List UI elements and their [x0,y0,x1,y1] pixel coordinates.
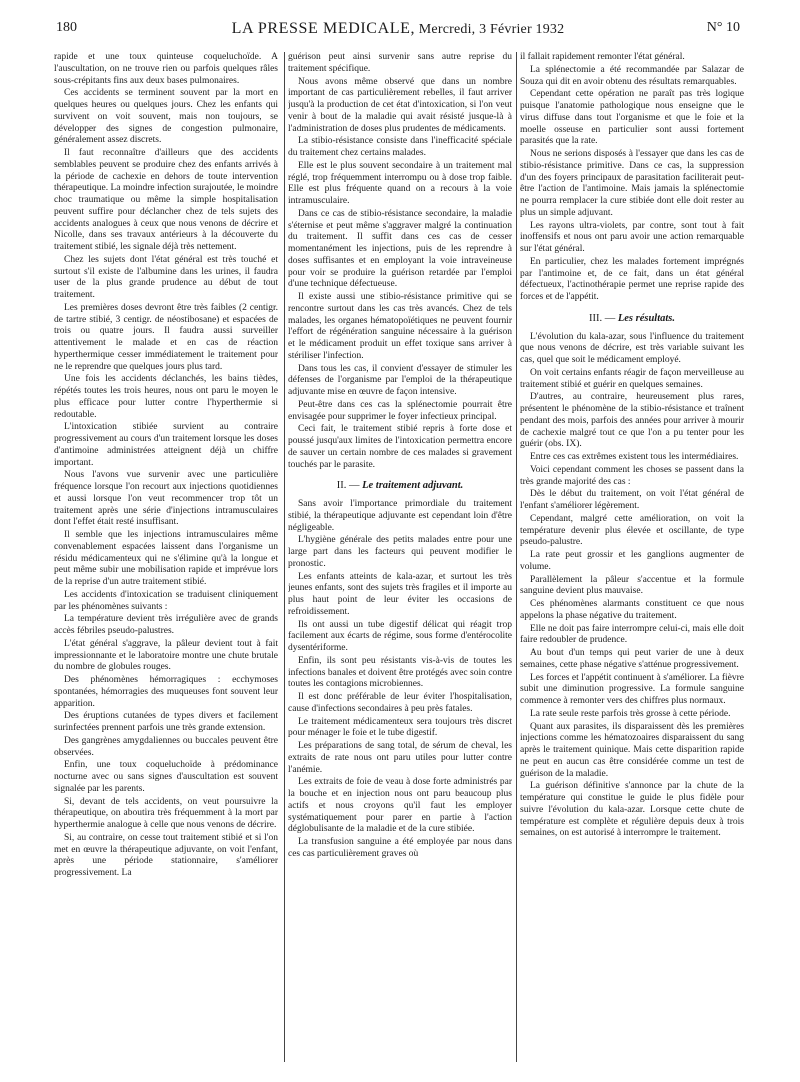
paragraph: Enfin, ils sont peu résistants vis-à-vis de toutes les infections banales et doivent être protégés avec soin contre toutes les contagions microbiennes. [288,655,512,690]
paragraph: La rate seule reste parfois très grosse à cette période. [530,708,731,719]
section-title: Le traitement adjuvant. [362,480,464,492]
paragraph: L'intoxication stibiée survient au contraire progressivement au cours d'un traitement lorsque les doses d'antimoine administrées atteignent déjà un chiffre important. [54,422,278,468]
paragraph: Voici cependant comment les choses se passent dans la très grande majorité des cas : [520,464,744,487]
paragraph: Elle ne doit pas faire interrompre celui-ci, mais elle doit faire redoubler de prudence. [520,623,744,646]
column-right-paragraphs-2 [520,332,744,841]
paragraph: D'autres, au contraire, heureusement plus rares, présentent le phénomène de la stibio-résistance et traînent pendant des mois, parfois des années pour arriver à mourir de cachexie malgré tout ce que l'on a pu tenter pour les guérir (obs. IX). [520,392,744,450]
paragraph: Peut-être dans ces cas la splénectomie pourrait être envisagée pour supprimer le foyer infectieux principal. [288,399,512,422]
section-heading-resultats [520,313,744,325]
paragraph: Si, devant de tels accidents, on veut poursuivre la thérapeutique, on aboutira très fréquemment à la mort par hyperthermie analogue à celle que nous venons de décrire. [54,796,278,830]
section-numeral: II. — [336,480,360,492]
paragraph: Elle est le plus souvent secondaire à un traitement mal réglé, trop fréquemment interrompu ou à dose trop faible. Elle est plus fréquente quand on a recours à la voie intramusculaire. [288,160,512,206]
paragraph: Ceci fait, le traitement stibié repris à forte dose et poussé jusqu'aux limites de l'intoxication permettra encore de sauver un certain nombre de ces malades si gravement touchés par le parasite. [288,424,512,470]
paragraph: Enfin, une toux coqueluchoïde à prédominance nocturne avec ou sans signes d'auscultation est souvent signalée par les parents. [54,760,278,794]
paragraph: L'évolution du kala-azar, sous l'influence du traitement que nous venons de décrire, est très variable suivant les cas, quel que soit le médicament employé. [520,331,744,365]
paragraph: Cependant, malgré cette amélioration, on voit la température devenir plus élevée et oscillante, de type pseudo-palustre. [520,513,744,548]
column-middle-paragraphs-2 [288,499,512,861]
paragraph: Des éruptions cutanées de types divers et facilement surinfectées prennent parfois une très grande extension. [54,711,278,733]
paragraph: Il semble que les injections intramusculaires même convenablement espacées laissent dans l'organisme un résidu médicamenteux qui ne s'élimine qu'à la longue et peut même subir une mobilisation rapide et imprévue lors de la reprise d'un autre traitement stibié. [54,530,278,587]
paragraph: L'hygiène générale des petits malades entre pour une large part dans les facteurs qui peuvent modifier le pronostic. [288,535,512,569]
column-left [54,52,278,1062]
paragraph: Dans tous les cas, il convient d'essayer de stimuler les défenses de l'organisme par l'emploi de la thérapeutique adjuvante mise en œuvre de façon intensive. [288,363,512,397]
running-title [56,20,740,38]
section-title: Les résultats. [617,312,676,324]
column-right-paragraphs [520,52,744,304]
paragraph: Des gangrènes amygdaliennes ou buccales peuvent être observées. [54,735,278,758]
paragraph: Il est donc préférable de leur éviter l'hospitalisation, cause d'infections secondaires à peu près fatales. [288,692,512,714]
paragraph: Dès le début du traitement, on voit l'état général de l'enfant s'améliorer légèrement. [520,489,744,511]
paragraph: Les premières doses devront être très faibles (2 centigr. de tartre stibié, 3 centigr. de néostibosane) et espacées de trois ou quatre jours. Il faudra aussi surveiller attentivement le malade et en cas de réaction hyperthermique cesser immédiatement le traitement pour ne le reprendre que quelques jours plus tard. [54,302,278,372]
paragraph: La rate peut grossir et les ganglions augmenter de volume. [520,550,744,572]
column-left-paragraphs [54,52,278,880]
paragraph: La température devient très irrégulière avec de grands accès fébriles pseudo-palustres. [54,614,278,636]
paragraph: Parallèlement la pâleur s'accentue et la formule sanguine devient plus mauvaise. [520,574,744,597]
paragraph: il fallait rapidement remonter l'état général. [520,52,685,62]
magazine-title: LA PRESSE MEDICALE, [231,20,416,37]
paragraph: La transfusion sanguine a été employée par nous dans ces cas particulièrement graves où [288,837,512,859]
issue-date: Mercredi, 3 Février 1932 [418,22,565,37]
paragraph: Nous avons même observé que dans un nombre important de cas particulièrement rebelles, il faut arriver jusqu'à la production de cet état d'intoxication, si l'on veut venir à bout de la maladie qui avait résisté jusque-là à l'administration de doses plus prudentes de médicaments. [288,76,512,134]
section-numeral: III. — [588,312,616,324]
section-heading-traitement-adjuvant [288,480,512,492]
paragraph: guérison peut ainsi survenir sans autre reprise du traitement spécifique. [288,52,512,74]
paragraph: Les préparations de sang total, de sérum de cheval, les extraits de rate nous ont paru utiles pour lutter contre l'anémie. [288,741,512,775]
paragraph: Ces accidents se terminent souvent par la mort en quelques heures ou quelques jours. Chez les enfants qui survivent on voit souvent, mais non toujours, se développer des signes de congestion pulmonaire, généralement assez discrets. [54,88,278,146]
paragraph: Nous l'avons vue survenir avec une particulière fréquence lorsque l'on recourt aux injections quotidiennes et aussi lorsque l'on veut recommencer trop tôt un traitement après une série d'injections intramusculaires dont l'effet était resté insuffisant. [54,470,278,528]
paragraph: Chez les sujets dont l'état général est très touché et surtout s'il existe de l'albumine dans les urines, il faudra user de la plus grande prudence au début de tout traitement. [54,254,278,300]
paragraph: Les enfants atteints de kala-azar, et surtout les très jeunes enfants, sont des sujets très fragiles et il importe au plus haut point de leur éviter les occasions de refroidissement. [288,571,512,617]
paragraph: Il faut reconnaître d'ailleurs que des accidents semblables peuvent se produire chez des enfants arrivés à la période de cachexie en dehors de toute intervention thérapeutique. La moindre infection surajoutée, le moindre choc traumatique ou même la simple hospitalisation peuvent suffire pour déclancher chez de tels sujets des accidents analogues à ceux que nous venons de décrire et Nicolle, dans ses travaux antérieurs à la découverte du traitement stibié, les signale déjà très nettement. [54,148,278,252]
paragraph: En particulier, chez les malades fortement imprégnés par l'antimoine et, de ce fait, dans un état général défectueux, l'actinothérapie permet une reprise rapide des forces et de l'appétit. [520,256,744,302]
paragraph: Ces phénomènes alarmants constituent ce que nous appelons la phase négative du traitement. [520,599,744,621]
paragraph: La splénectomie a été recommandée par Salazar de Souza qui dit en avoir obtenu des résultats remarquables. [520,64,744,87]
paragraph: Le traitement médicamenteux sera toujours très discret pour ménager le foie et le tube digestif. [288,716,512,739]
paragraph: Nous ne serions disposés à l'essayer que dans les cas de stibio-résistance primitive. Dans ce cas, la suppression d'un des foyers principaux de parasitation faciliterait peut-être l'action de l'antimoine. Mais jamais la splénectomie ne pourra remplacer la cure stibiée dont elle doit rester au plus un simple adjuvant. [520,149,744,218]
paragraph: L'état général s'aggrave, la pâleur devient tout à fait impressionnante et le laboratoire montre une chute brutale du nombre de globules rouges. [54,638,278,673]
paragraph: Il existe aussi une stibio-résistance primitive qui se rencontre surtout dans les cas très avancés. Chez de tels malades, les organes hématopoïétiques ne peuvent fournir l'effort de régénération sanguine nécessaire à la guérison et le médicament produit un effet toxique sans arriver à stériliser l'infection. [288,292,512,361]
column-middle-paragraphs [288,52,512,471]
issue-number: N° 10 [706,20,740,35]
paragraph: Ils ont aussi un tube digestif délicat qui réagit trop facilement aux écarts de régime, sous forme d'entérocolite dysentériforme. [288,619,512,653]
paragraph: La stibio-résistance consiste dans l'inefficacité spéciale du traitement chez certains malades. [288,136,512,158]
paragraph: Les rayons ultra-violets, par contre, sont tout à fait inoffensifs et nous ont paru avoir une action remarquable sur l'état général. [520,220,744,254]
paragraph: Entre ces cas extrêmes existent tous les intermédiaires. [530,452,739,462]
article-body [54,52,744,1062]
paragraph: Les accidents d'intoxication se traduisent cliniquement par les phénomènes suivants : [54,589,278,612]
paragraph: rapide et une toux quinteuse coqueluchoïde. A l'auscultation, on ne trouve rien ou parfois quelques râles sous-crépitants fins aux deux bases pulmonaires. [54,52,278,86]
paragraph: La guérison définitive s'annonce par la chute de la température qui constitue le guide le plus fidèle pour suivre l'évolution du kala-azar. Lorsque cette chute de température est complète et régulière depuis deux à trois semaines, on est autorisé à interrompre le traitement. [520,781,744,839]
paragraph: On voit certains enfants réagir de façon merveilleuse au traitement stibié et guérir en quelques semaines. [520,367,744,390]
paragraph: Une fois les accidents déclanchés, les bains tièdes, répétés toutes les trois heures, nous ont paru le moyen le plus efficace pour lutter contre l'hyperthermie si redoutable. [54,374,278,420]
column-middle [288,52,512,1062]
paragraph: Des phénomènes hémorragiques : ecchymoses spontanées, hémorragies des muqueuses font souvent leur apparition. [54,675,278,709]
column-right [520,52,744,1062]
paragraph: Les extraits de foie de veau à dose forte administrés par la bouche et en injection nous ont paru beaucoup plus actifs et nous croyons qu'il faut les employer systématiquement pour parer en partie à l'action déglobulisante de la maladie et de la cure stibiée. [288,777,512,835]
paragraph: Au bout d'un temps qui peut varier de une à deux semaines, cette phase négative s'atténue progressivement. [520,648,744,670]
paragraph: Quant aux parasites, ils disparaissent dès les premières injections comme les hématozoaires disparaissent du sang après le traitement quinique. Mais cette disparition rapide ne peut en aucun cas être considérée comme un test de guérison de la maladie. [520,721,744,779]
page-header [56,20,740,42]
page-number: 180 [56,20,77,35]
paragraph: Les forces et l'appétit continuent à s'améliorer. La fièvre subit une diminution progressive. La formule sanguine commence à remonter vers des chiffres plus normaux. [520,672,744,706]
paragraph: Si, au contraire, on cesse tout traitement stibié et si l'on met en œuvre la thérapeutique adjuvante, on voit l'enfant, après une période stationnaire, s'améliorer progressivement. La [54,832,278,878]
paragraph: Sans avoir l'importance primordiale du traitement stibié, la thérapeutique adjuvante est cependant loin d'être négligeable. [288,499,512,533]
paragraph: Dans ce cas de stibio-résistance secondaire, la maladie s'éternise et peut même s'aggraver malgré la continuation du traitement. Il suffit dans ces cas de cesser momentanément les injections, puis de les reprendre à doses suffisantes et en employant la voie intraveineuse pour voir se produire la guérison retardée par l'emploi d'une technique défectueuse. [288,208,512,290]
paragraph: Cependant cette opération ne paraît pas très logique puisque l'anatomie pathologique nous enseigne que le virus diffuse dans tout l'organisme et que le foie et la moelle osseuse en particulier sont aussi fortement parasités que la rate. [520,89,744,147]
